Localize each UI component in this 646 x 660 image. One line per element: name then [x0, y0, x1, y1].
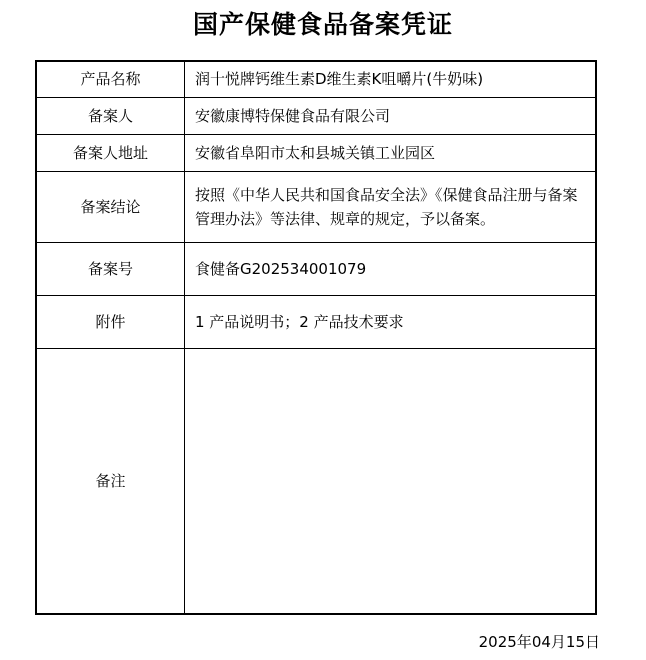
- filer-value: 安徽康博特保健食品有限公司: [185, 97, 597, 134]
- table-row: [36, 295, 596, 348]
- product-name-label: 产品名称: [36, 61, 185, 97]
- attachments-value: 1 产品说明书；2 产品技术要求: [185, 295, 597, 348]
- filer-address-value: 安徽省阜阳市太和县城关镇工业园区: [185, 134, 597, 171]
- issue-date: 2025年04月15日: [478, 633, 600, 651]
- table-row: [36, 61, 596, 97]
- table-row: [36, 134, 596, 171]
- filing-number-value: 食健备G202534001079: [185, 242, 597, 295]
- table-row: [36, 97, 596, 134]
- remarks-label: 备注: [36, 348, 185, 614]
- filing-record-table: [35, 60, 597, 615]
- table-row: [36, 242, 596, 295]
- attachments-label: 附件: [36, 295, 185, 348]
- conclusion-label: 备案结论: [36, 171, 185, 242]
- product-name-value: 润十悦牌钙维生素D维生素K咀嚼片(牛奶味): [185, 61, 597, 97]
- table-row: [36, 348, 596, 614]
- filer-address-label: 备案人地址: [36, 134, 185, 171]
- table-row: [36, 171, 596, 242]
- remarks-value: [185, 348, 597, 614]
- conclusion-value: 按照《中华人民共和国食品安全法》《保健食品注册与备案管理办法》等法律、规章的规定，予以备案。: [185, 171, 597, 242]
- filing-number-label: 备案号: [36, 242, 185, 295]
- document-title: 国产保健食品备案凭证: [192, 10, 453, 39]
- filer-label: 备案人: [36, 97, 185, 134]
